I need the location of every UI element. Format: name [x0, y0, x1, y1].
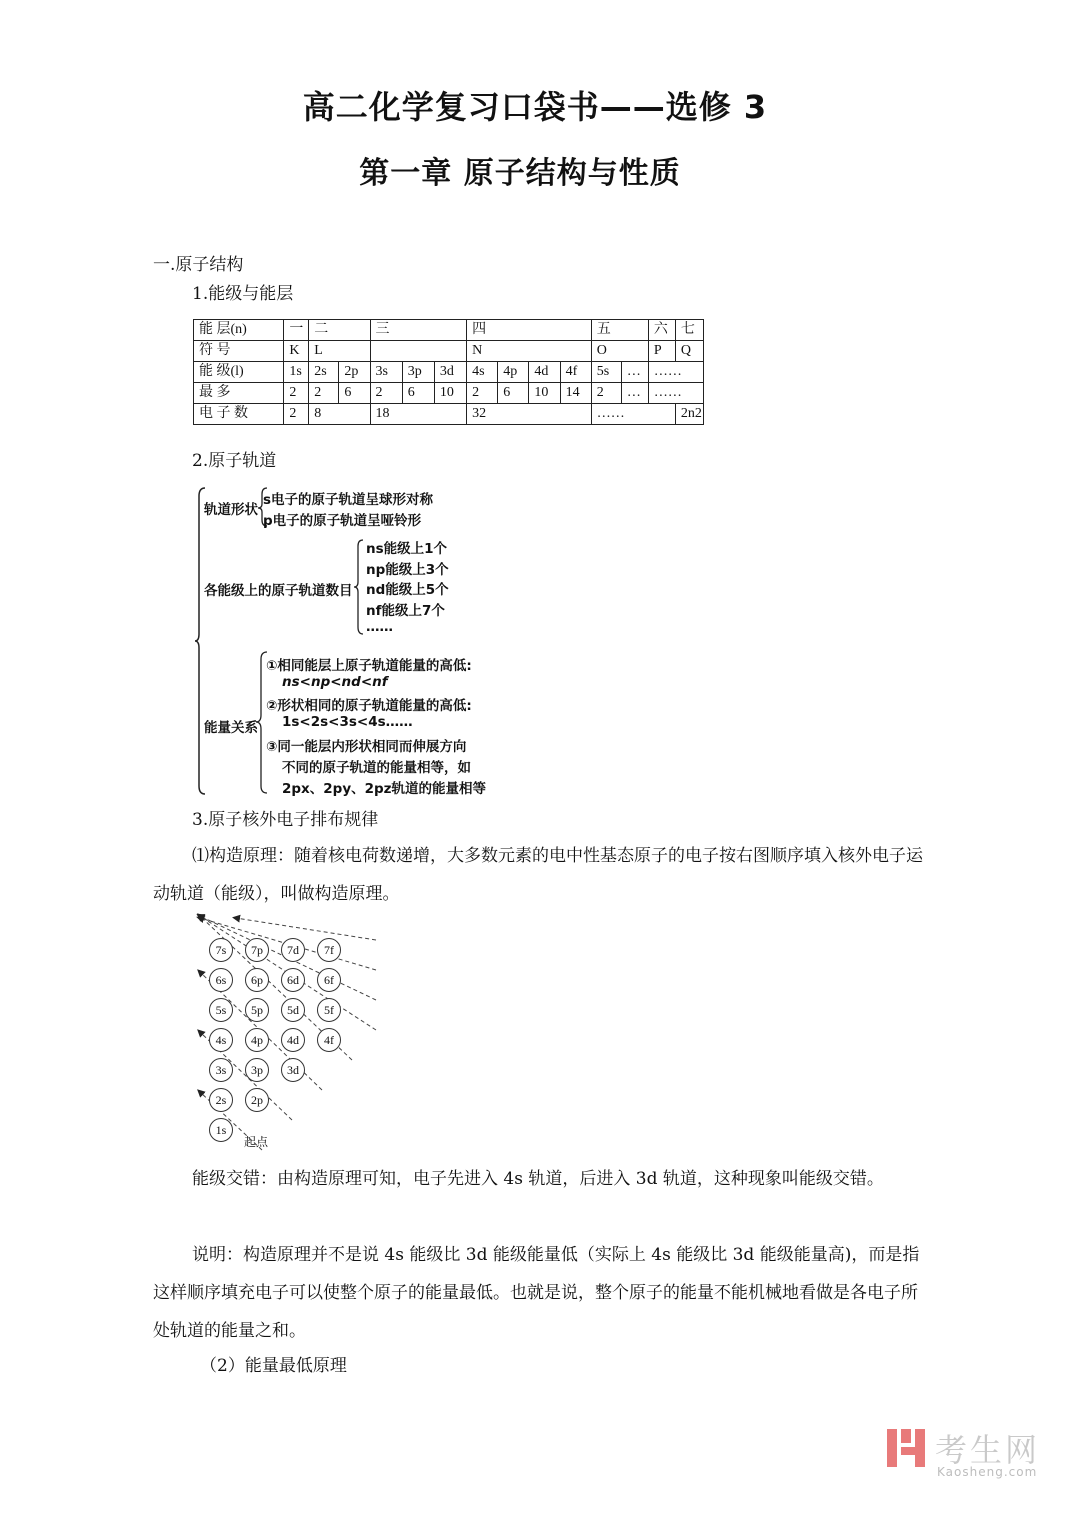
- table-cell: 七: [675, 320, 703, 341]
- table-cell: 2: [370, 383, 402, 404]
- energy-line: ①相同能层上原子轨道能量的高低:: [266, 658, 472, 674]
- orbital-7d: 7d: [281, 938, 305, 962]
- row-label: 最 多: [194, 383, 284, 404]
- orbital-5p: 5p: [245, 998, 269, 1022]
- table-row-total: [194, 404, 704, 425]
- table-cell: N: [467, 341, 592, 362]
- table-cell: 32: [467, 404, 592, 425]
- orbital-5d: 5d: [281, 998, 305, 1022]
- orbital-4p: 4p: [245, 1028, 269, 1052]
- table-cell: 4p: [498, 362, 529, 383]
- table-cell: …: [621, 362, 648, 383]
- table-cell: 2: [467, 383, 498, 404]
- table-cell: Q: [675, 341, 703, 362]
- orbital-7s: 7s: [209, 938, 233, 962]
- subheading-levels: 1.能级与能层: [192, 284, 294, 304]
- shape-p-text: p电子的原子轨道呈哑铃形: [263, 513, 422, 529]
- table-cell: 2n2: [675, 404, 703, 425]
- orbital-6d: 6d: [281, 968, 305, 992]
- table-cell: 3s: [370, 362, 402, 383]
- aufbau-arrow: [236, 918, 376, 940]
- start-label: 起点: [244, 1135, 269, 1149]
- shape-label: 轨道形状: [204, 502, 258, 518]
- table-cell: 2: [284, 383, 309, 404]
- orbital-6s: 6s: [209, 968, 233, 992]
- main-title: 高二化学复习口袋书——选修 3: [302, 88, 768, 126]
- kaosheng-logo-icon: [885, 1427, 927, 1469]
- table-cell: 3d: [434, 362, 466, 383]
- table-cell: 10: [434, 383, 466, 404]
- table-cell: K: [284, 341, 309, 362]
- table-cell: …: [621, 383, 648, 404]
- energy-line: 不同的原子轨道的能量相等，如: [282, 760, 471, 776]
- table-cell: 2: [591, 383, 621, 404]
- table-cell: 三: [370, 320, 467, 341]
- watermark-url: Kaosheng.com: [937, 1465, 1038, 1479]
- table-cell: 4f: [560, 362, 591, 383]
- table-cell: 2: [284, 404, 309, 425]
- table-cell: 10: [529, 383, 560, 404]
- note-paragraph: 说明：构造原理并不是说 4s 能级比 3d 能级能量低（实际上 4s 能级比 3d 能级能量高)，而是指这样顺序填充电子可以使整个原子的能量最低。也就是说，整个原子的能量不能机械地看做是各电子所处轨道的能量之和。: [153, 1245, 920, 1341]
- table-cell: 2p: [339, 362, 370, 383]
- energy-line: ③同一能层内形状相同而伸展方向: [266, 739, 467, 755]
- table-cell: 二: [309, 320, 370, 341]
- orbital-5f: 5f: [317, 998, 341, 1022]
- table-cell: 3p: [402, 362, 434, 383]
- table-cell: 1s: [284, 362, 309, 383]
- count-item: ns能级上1个: [366, 541, 448, 557]
- orbital-7p: 7p: [245, 938, 269, 962]
- row-label: 能 级(l): [194, 362, 284, 383]
- table-cell: 五: [591, 320, 648, 341]
- orbital-6f: 6f: [317, 968, 341, 992]
- orbital-3s: 3s: [209, 1058, 233, 1082]
- aufbau-diagram: [180, 910, 380, 1155]
- table-cell: 14: [560, 383, 591, 404]
- shape-s-text: s电子的原子轨道呈球形对称: [263, 492, 434, 508]
- table-cell: 四: [467, 320, 592, 341]
- table-cell: ……: [591, 404, 675, 425]
- count-label: 各能级上的原子轨道数目: [204, 583, 353, 599]
- table-row-layer: [194, 320, 704, 341]
- table-cell: P: [648, 341, 675, 362]
- chapter-title: 第一章 原子结构与性质: [359, 156, 681, 191]
- orbital-2p: 2p: [245, 1088, 269, 1112]
- count-item: nf能级上7个: [366, 603, 445, 619]
- table-cell: 一: [284, 320, 309, 341]
- table-row-symbol: [194, 341, 704, 362]
- watermark: [883, 1425, 1063, 1485]
- count-item: np能级上3个: [366, 562, 449, 578]
- orbital-1s: 1s: [209, 1118, 233, 1142]
- count-item: nd能级上5个: [366, 582, 449, 598]
- table-cell: ……: [648, 383, 703, 404]
- crossover-paragraph: 能级交错：由构造原理可知，电子先进入 4s 轨道，后进入 3d 轨道，这种现象叫能级交错。: [192, 1169, 884, 1189]
- section-heading: 一.原子结构: [153, 255, 244, 275]
- orbital-7f: 7f: [317, 938, 341, 962]
- subheading-orbitals: 2.原子轨道: [192, 451, 277, 471]
- table-row-sublevel: [194, 362, 704, 383]
- table-cell: 4s: [467, 362, 498, 383]
- table-cell: 4d: [529, 362, 560, 383]
- table-cell: 六: [648, 320, 675, 341]
- orbital-4s: 4s: [209, 1028, 233, 1052]
- min-energy-heading: （2）能量最低原理: [200, 1356, 347, 1376]
- orbital-3d: 3d: [281, 1058, 305, 1082]
- energy-line: 2px、2py、2pz轨道的能量相等: [282, 781, 487, 797]
- energy-line: ns<np<nd<nf: [282, 674, 388, 690]
- table-row-capacity: [194, 383, 704, 404]
- table-cell: L: [309, 341, 370, 362]
- table-cell: 18: [370, 404, 467, 425]
- row-label: 电 子 数: [194, 404, 284, 425]
- row-label: 能 层(n): [194, 320, 284, 341]
- table-cell: 6: [402, 383, 434, 404]
- table-cell: 2: [309, 383, 339, 404]
- energy-line: ②形状相同的原子轨道能量的高低:: [266, 698, 472, 714]
- orbital-5s: 5s: [209, 998, 233, 1022]
- aufbau-paragraph: ⑴构造原理：随着核电荷数递增，大多数元素的电中性基态原子的电子按右图顺序填入核外电子运动轨道（能级），叫做构造原理。: [153, 846, 923, 904]
- orbital-4f: 4f: [317, 1028, 341, 1052]
- table-cell: 2s: [309, 362, 339, 383]
- table-cell: 5s: [591, 362, 621, 383]
- orbital-3p: 3p: [245, 1058, 269, 1082]
- count-item: ……: [366, 619, 393, 635]
- table-cell: ……: [648, 362, 703, 383]
- watermark-logo-text: 考生网: [935, 1431, 1041, 1469]
- energy-line: 1s<2s<3s<4s……: [282, 714, 413, 730]
- orbital-6p: 6p: [245, 968, 269, 992]
- table-cell: 8: [309, 404, 370, 425]
- table-cell: [370, 341, 467, 362]
- table-cell: 6: [498, 383, 529, 404]
- table-cell: O: [591, 341, 648, 362]
- orbital-2s: 2s: [209, 1088, 233, 1112]
- subheading-rules: 3.原子核外电子排布规律: [192, 810, 379, 830]
- table-cell: 6: [339, 383, 370, 404]
- energy-label: 能量关系: [204, 720, 258, 736]
- orbital-4d: 4d: [281, 1028, 305, 1052]
- energy-level-table: [193, 319, 704, 425]
- row-label: 符 号: [194, 341, 284, 362]
